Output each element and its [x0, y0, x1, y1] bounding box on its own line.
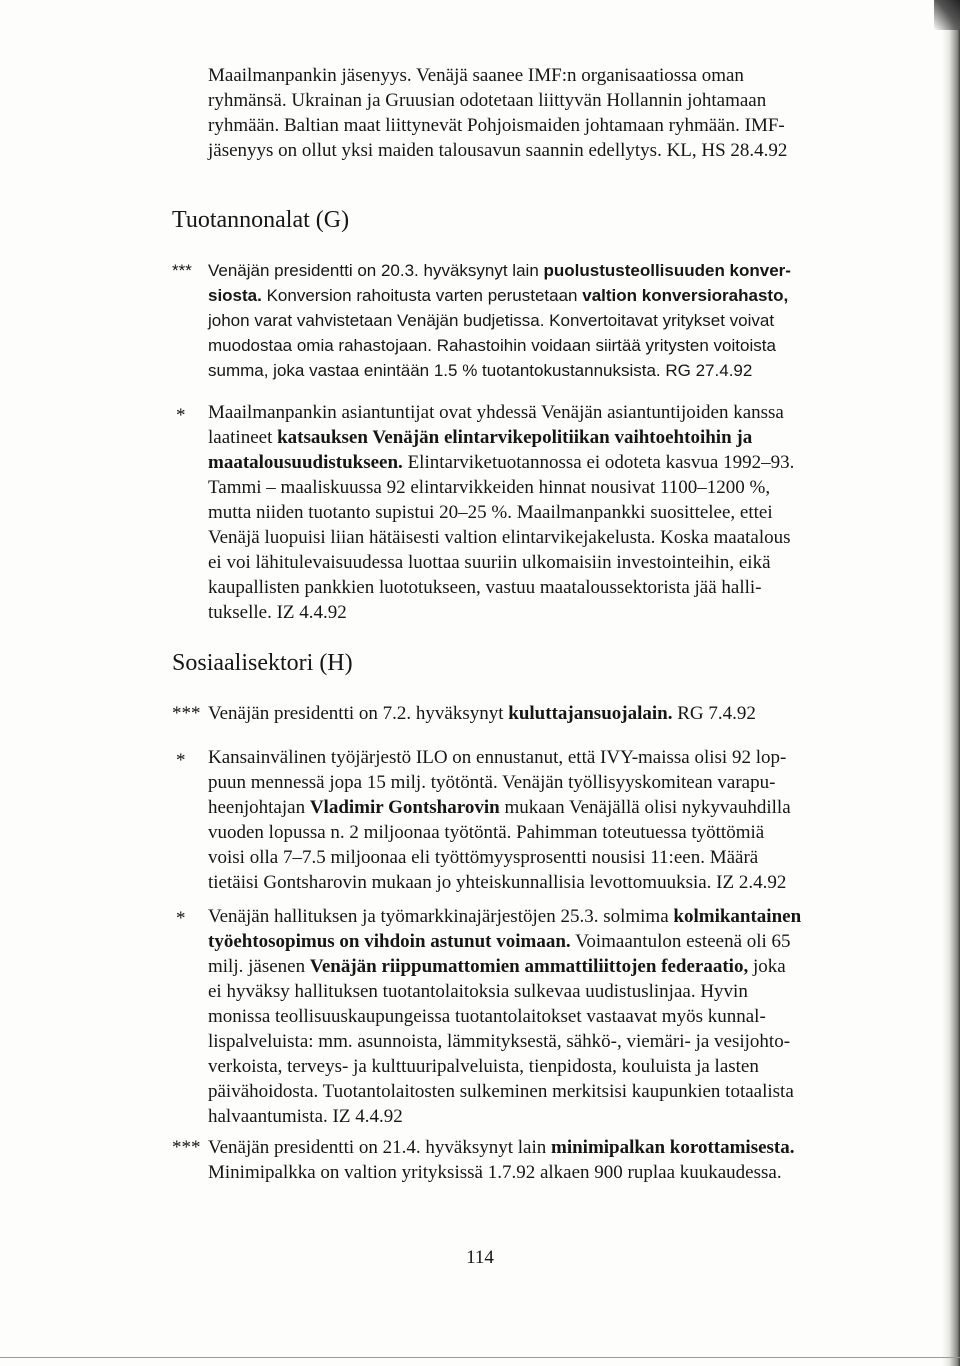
news-item	[208, 400, 828, 625]
item-text: Konversion rahoitusta varten perustetaan	[261, 286, 583, 305]
news-item	[208, 904, 828, 1129]
item-text: Tammi – maaliskuussa 92 elintarvikkeiden hinnat nousivat 1100–1200 %,	[208, 477, 771, 498]
news-item	[208, 745, 828, 895]
item-text: ei voi lähitulevaisuudessa luottaa suuriin ulkomaisiin investointeihin, eikä	[208, 552, 771, 573]
item-text: Kansainvälinen työjärjestö ILO on ennustanut, että IVY-maissa olisi 92 lop-	[208, 747, 787, 768]
scan-corner-shadow	[934, 0, 960, 30]
scan-edge-shadow	[942, 0, 960, 1366]
item-text: puun mennessä jopa 15 milj. työtöntä. Venäjän työllisyyskomitean varapu-	[208, 772, 776, 793]
item-text: Venäjän presidentti on 7.2. hyväksynyt	[208, 703, 509, 724]
item-text: Venäjän presidentti on 21.4. hyväksynyt lain	[208, 1137, 551, 1158]
text-line: ryhmään. Baltian maat liittynevät Pohjoismaiden johtamaan ryhmään. IMF-	[208, 115, 785, 136]
item-text: Minimipalkka on valtion yrityksissä 1.7.92 alkaen 900 ruplaa kuukaudessa.	[208, 1162, 782, 1183]
item-marker: *	[176, 750, 186, 771]
item-marker: ***	[172, 703, 201, 724]
item-text: kaupallisten pankkien luototukseen, vastuu maataloussektorista jää halli-	[208, 577, 762, 598]
intro-paragraph	[208, 63, 828, 163]
item-text: voisi olla 7–7.5 miljoonaa eli työttömyysprosentti nousisi 11:een. Määrä	[208, 847, 759, 868]
item-text: vuoden lopussa n. 2 miljoonaa työtöntä. Pahimman toteutuessa työttömiä	[208, 822, 765, 843]
section-heading-h: Sosiaalisektori (H)	[172, 650, 353, 676]
item-emphasis: minimipalkan korottamisesta.	[551, 1137, 795, 1158]
item-text: johon varat vahvistetaan Venäjän budjetissa. Konvertoitavat yritykset voivat	[208, 311, 775, 330]
news-item	[208, 701, 828, 726]
item-emphasis: valtion konversiorahasto,	[582, 286, 789, 305]
item-text: Venäjän presidentti on 20.3. hyväksynyt lain	[208, 261, 544, 280]
item-text: RG 7.4.92	[672, 703, 756, 724]
item-text: verkoista, terveys- ja kulttuuripalveluista, tienpidosta, kouluista ja lasten	[208, 1056, 759, 1077]
item-text: laatineet	[208, 427, 278, 448]
item-emphasis: maatalousuudistukseen.	[208, 452, 403, 473]
item-emphasis: kolmikantainen	[673, 906, 802, 927]
item-text: muodostaa omia rahastojaan. Rahastoihin voidaan siirtää yritysten voitoista	[208, 336, 776, 355]
text-line: jäsenyys on ollut yksi maiden talousavun saannin edellytys. KL, HS 28.4.92	[208, 140, 788, 161]
item-marker: ***	[172, 1137, 201, 1158]
item-text: summa, joka vastaa enintään 1.5 % tuotantokustannuksista. RG 27.4.92	[208, 361, 753, 380]
news-item	[208, 258, 828, 383]
item-text: päivähoidosta. Tuotantolaitosten sulkeminen merkitsisi kaupunkien totaalista	[208, 1081, 794, 1102]
item-text: Voimaantulon esteenä oli 65	[570, 931, 791, 952]
item-text: heenjohtajan	[208, 797, 310, 818]
item-text: Venäjä luopuisi liian hätäisesti valtion elintarvikejakelusta. Koska maatalous	[208, 527, 791, 548]
text-line: ryhmänsä. Ukrainan ja Gruusian odotetaan liittyvän Hollannin johtamaan	[208, 90, 767, 111]
item-text: tukselle. IZ 4.4.92	[208, 602, 347, 623]
item-emphasis: katsauksen Venäjän elintarvikepolitiikan vaihtoehtoihin ja	[277, 427, 753, 448]
item-text: lispalveluista: mm. asunnoista, lämmityksestä, sähkö-, viemäri- ja vesijohto-	[208, 1031, 791, 1052]
item-emphasis: siosta.	[208, 286, 262, 305]
item-text: joka	[748, 956, 786, 977]
item-text: ei hyväksy hallituksen tuotantolaitoksia sulkevaa uudistuslinjaa. Hyvin	[208, 981, 748, 1002]
item-text: tietäisi Gontsharovin mukaan jo yhteiskunnallisia levottomuuksia. IZ 2.4.92	[208, 872, 787, 893]
item-text: Maailmanpankin asiantuntijat ovat yhdessä Venäjän asiantuntijoiden kanssa	[208, 402, 784, 423]
item-text: milj. jäsenen	[208, 956, 310, 977]
news-item	[208, 1135, 828, 1185]
text-line: Maailmanpankin jäsenyys. Venäjä saanee IMF:n organisaatiossa oman	[208, 65, 744, 86]
item-text: Elintarviketuotannossa ei odoteta kasvua 1992–93.	[402, 452, 795, 473]
item-text: mutta niiden tuotanto supistui 20–25 %. Maailmanpankki suosittelee, ettei	[208, 502, 773, 523]
scan-bottom-line	[0, 1357, 960, 1358]
item-marker: *	[176, 405, 186, 426]
item-text: halvaantumista. IZ 4.4.92	[208, 1106, 403, 1127]
item-emphasis: kuluttajansuojalain.	[508, 703, 673, 724]
item-emphasis: työehtosopimus on vihdoin astunut voimaan.	[208, 931, 571, 952]
section-heading-g: Tuotannonalat (G)	[172, 207, 350, 233]
item-text: Venäjän hallituksen ja työmarkkinajärjestöjen 25.3. solmima	[208, 906, 674, 927]
item-emphasis: Venäjän riippumattomien ammattiliittojen federaatio,	[309, 956, 749, 977]
page-number: 114	[466, 1247, 494, 1268]
item-emphasis: puolustusteollisuuden konver-	[543, 261, 791, 280]
item-text: mukaan Venäjällä olisi nykyvauhdilla	[499, 797, 791, 818]
item-emphasis: Vladimir Gontsharovin	[309, 797, 500, 818]
item-text: monissa teollisuuskaupungeissa tuotantolaitokset vastaavat myös kunnal-	[208, 1006, 766, 1027]
item-marker: ***	[172, 261, 192, 280]
item-marker: *	[176, 908, 186, 929]
